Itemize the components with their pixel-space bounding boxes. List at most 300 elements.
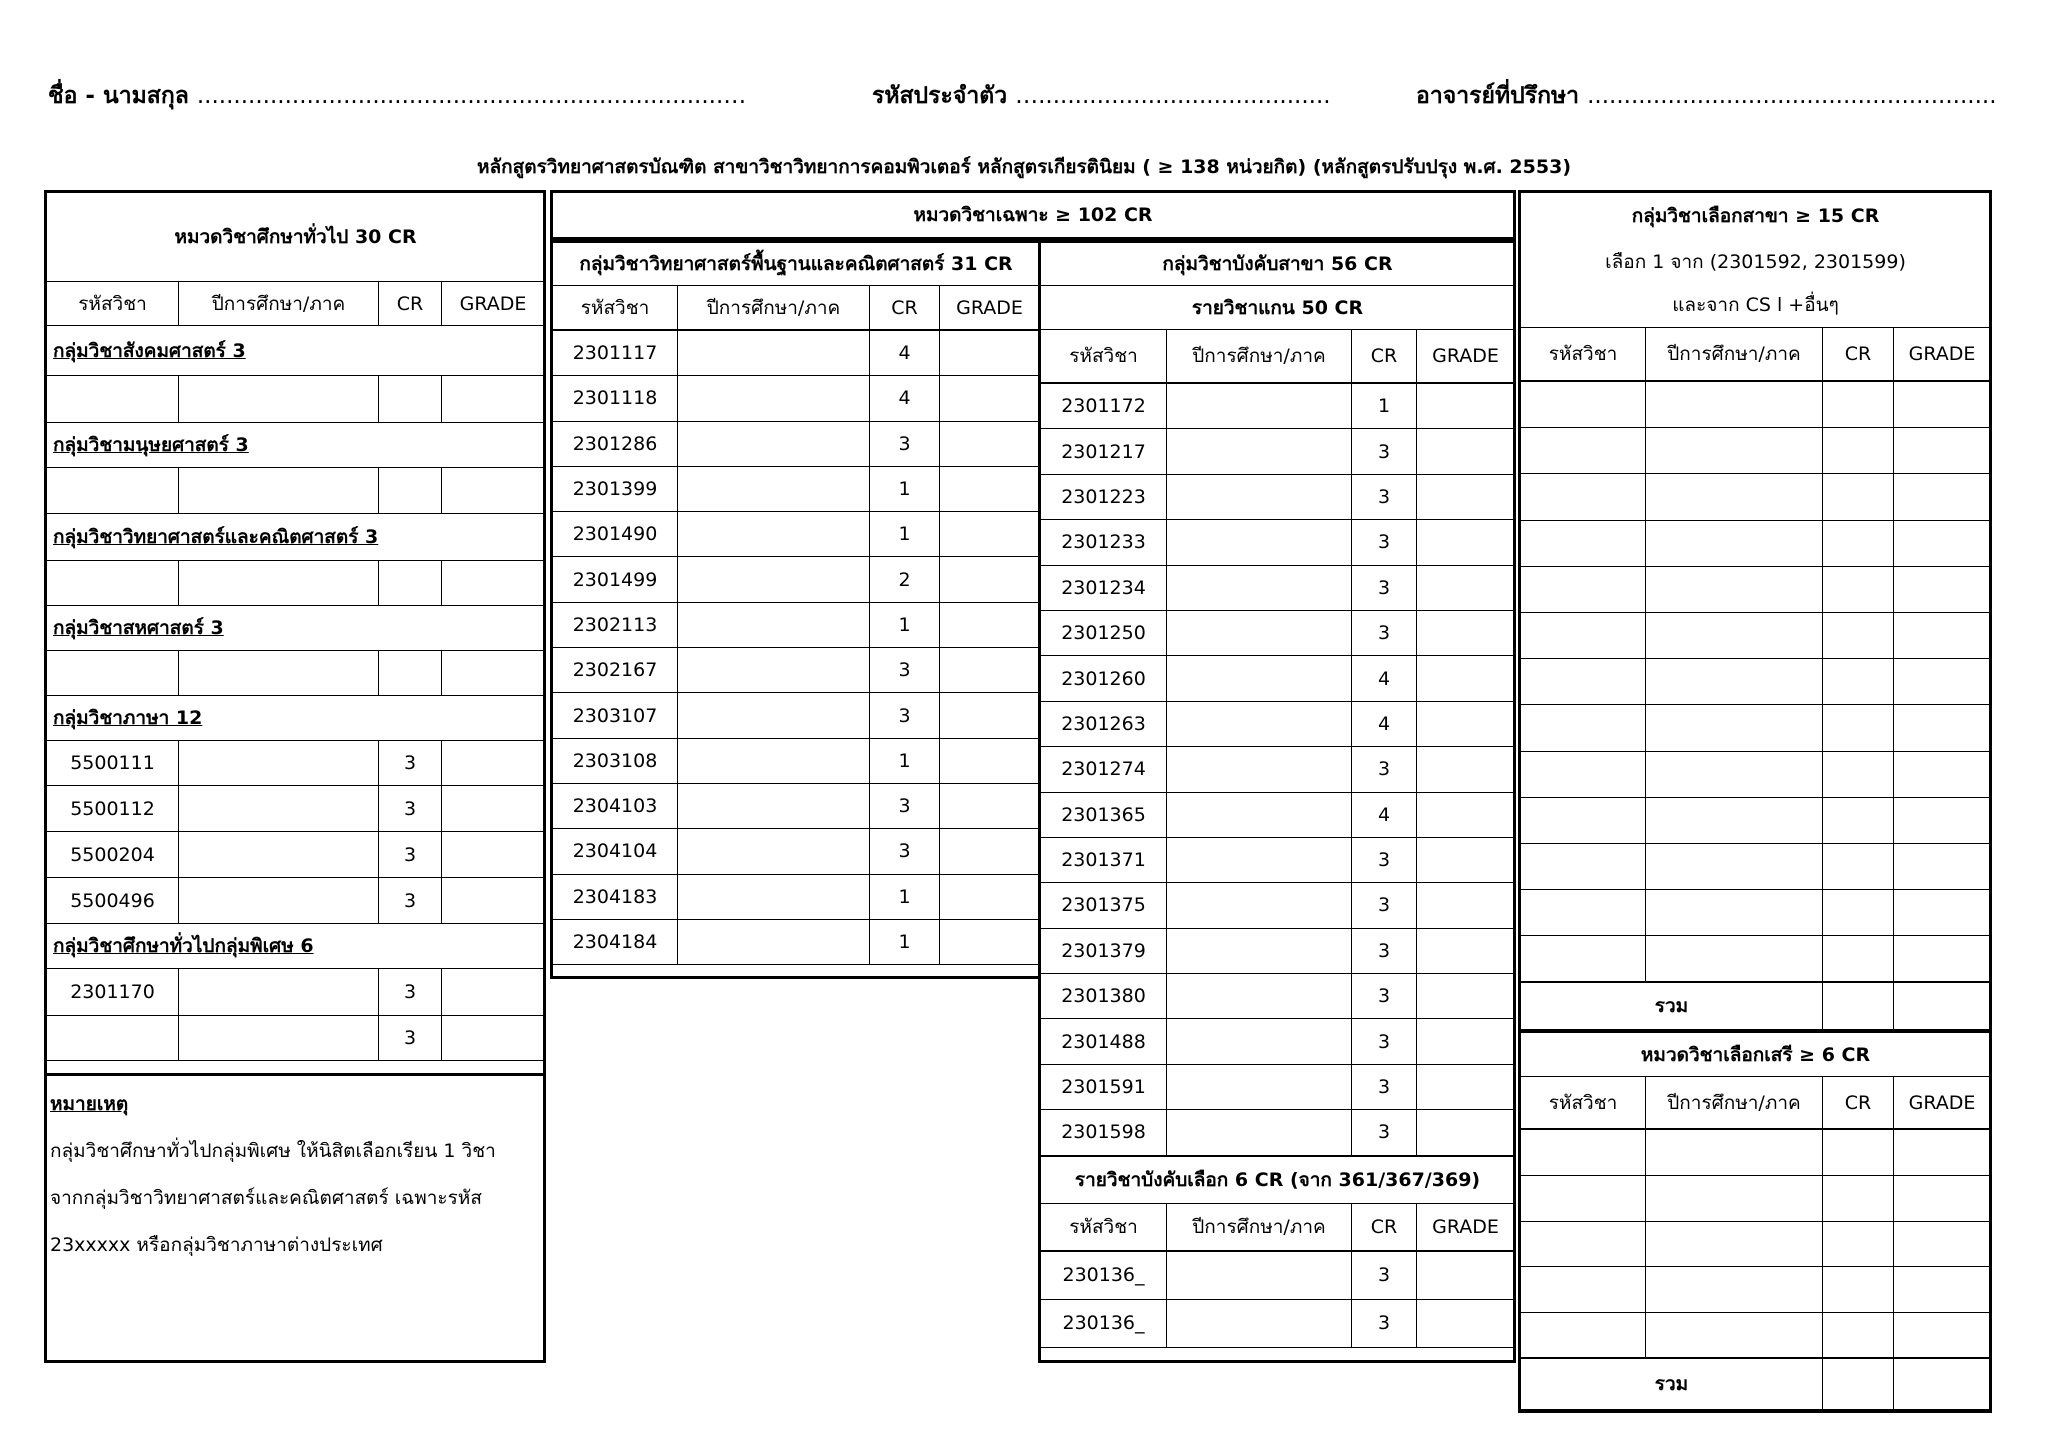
specific-title: หมวดวิชาเฉพาะ ≥ 102 CR — [550, 190, 1516, 240]
code-cell[interactable] — [1521, 890, 1646, 936]
grade-cell[interactable] — [940, 466, 1040, 511]
cr-cell[interactable] — [1823, 382, 1894, 428]
cr-cell: 2 — [870, 557, 940, 602]
code-cell[interactable] — [1521, 705, 1646, 751]
table-row — [1041, 792, 1515, 837]
col-grade: GRADE — [1894, 1077, 1991, 1129]
code-cell[interactable] — [47, 468, 179, 514]
year-cell[interactable] — [179, 786, 379, 832]
cr-cell: 1 — [870, 512, 940, 557]
year-cell[interactable] — [1646, 428, 1823, 474]
cr-cell: 3 — [1352, 928, 1417, 973]
advisor-dots: ........................................................ — [1587, 83, 1997, 109]
year-cell[interactable] — [179, 651, 379, 696]
table-row — [1521, 936, 1991, 982]
grade-cell[interactable] — [1417, 520, 1515, 565]
cr-cell[interactable] — [1823, 705, 1894, 751]
col-cr: CR — [1823, 1077, 1894, 1129]
cr-cell: 3 — [870, 421, 940, 466]
cr-cell[interactable] — [379, 376, 442, 423]
year-cell[interactable] — [1646, 705, 1823, 751]
grade-cell[interactable] — [940, 648, 1040, 693]
year-cell[interactable] — [1646, 1130, 1823, 1176]
group-humanities: กลุ่มวิชามนุษยศาสตร์ 3 — [47, 423, 545, 468]
code-cell[interactable] — [1521, 797, 1646, 843]
code-cell[interactable] — [47, 1016, 179, 1061]
grade-cell[interactable] — [1894, 382, 1991, 428]
table-row — [1521, 382, 1991, 428]
code-cell[interactable] — [47, 376, 179, 423]
code-cell: 2302167 — [553, 648, 678, 693]
grade-cell[interactable] — [940, 331, 1040, 376]
cr-cell: 3 — [1352, 520, 1417, 565]
col-grade: GRADE — [1894, 328, 1991, 381]
code-cell[interactable] — [1521, 1176, 1646, 1222]
grade-cell[interactable] — [1417, 1251, 1515, 1299]
year-cell[interactable] — [1167, 701, 1352, 746]
table-row — [1521, 474, 1991, 520]
year-cell[interactable] — [1646, 843, 1823, 889]
code-cell[interactable] — [1521, 1312, 1646, 1358]
code-cell[interactable] — [1521, 612, 1646, 658]
year-cell[interactable] — [678, 874, 870, 919]
grade-cell[interactable] — [940, 602, 1040, 647]
table-row — [1041, 1299, 1515, 1347]
cr-cell: 3 — [379, 786, 442, 832]
year-cell[interactable] — [678, 602, 870, 647]
table-row — [47, 969, 545, 1016]
table-row — [1041, 1064, 1515, 1109]
grade-cell[interactable] — [1894, 659, 1991, 705]
code-cell: 2301274 — [1041, 747, 1167, 792]
year-cell[interactable] — [179, 832, 379, 878]
grade-cell[interactable] — [442, 651, 545, 696]
required-elective-rows — [1040, 1251, 1515, 1348]
year-cell[interactable] — [1167, 1064, 1352, 1109]
cr-cell: 3 — [1352, 837, 1417, 882]
grade-cell[interactable] — [442, 832, 545, 878]
grade-cell[interactable] — [442, 878, 545, 924]
table-row — [1521, 612, 1991, 658]
code-cell: 230136_ — [1041, 1299, 1167, 1347]
table-row — [1521, 797, 1991, 843]
year-cell[interactable] — [1167, 429, 1352, 474]
grade-cell[interactable] — [442, 786, 545, 832]
code-cell: 2301490 — [553, 512, 678, 557]
code-cell[interactable] — [1521, 1130, 1646, 1176]
grade-cell[interactable] — [1894, 520, 1991, 566]
code-cell: 2301399 — [553, 466, 678, 511]
cr-cell[interactable] — [1823, 612, 1894, 658]
year-cell[interactable] — [1167, 520, 1352, 565]
cr-cell: 3 — [1352, 883, 1417, 928]
core-group-title: กลุ่มวิชาบังคับสาขา 56 CR — [1041, 243, 1515, 286]
cr-cell[interactable] — [1823, 566, 1894, 612]
grade-cell[interactable] — [442, 1016, 545, 1061]
code-cell: 2301598 — [1041, 1110, 1167, 1155]
col-code: รหัสวิชา — [1521, 328, 1646, 381]
core-sub-title: รายวิชาแกน 50 CR — [1041, 286, 1515, 330]
year-cell[interactable] — [678, 829, 870, 874]
grade-cell[interactable] — [940, 512, 1040, 557]
table-row — [1041, 565, 1515, 610]
grade-cell[interactable] — [1417, 656, 1515, 701]
free-elective-total-label: รวม — [1521, 1359, 1823, 1410]
year-cell[interactable] — [1646, 1312, 1823, 1358]
col-code: รหัสวิชา — [47, 282, 179, 326]
year-cell[interactable] — [1646, 797, 1823, 843]
year-cell[interactable] — [179, 468, 379, 514]
year-cell[interactable] — [678, 557, 870, 602]
code-cell[interactable] — [1521, 843, 1646, 889]
year-cell[interactable] — [678, 421, 870, 466]
code-cell: 230136_ — [1041, 1251, 1167, 1299]
code-cell: 2301170 — [47, 969, 179, 1016]
code-cell: 2301499 — [553, 557, 678, 602]
code-cell: 2304184 — [553, 919, 678, 964]
cr-cell: 1 — [870, 738, 940, 783]
grade-cell[interactable] — [1417, 747, 1515, 792]
free-elective-rows — [1520, 1129, 1991, 1358]
table-row — [553, 466, 1040, 511]
code-cell[interactable] — [47, 651, 179, 696]
cr-cell: 3 — [870, 783, 940, 828]
year-cell[interactable] — [1646, 520, 1823, 566]
year-cell[interactable] — [678, 648, 870, 693]
grade-cell[interactable] — [1417, 974, 1515, 1019]
grade-cell[interactable] — [1417, 1019, 1515, 1064]
year-cell[interactable] — [1167, 656, 1352, 701]
code-cell: 2301591 — [1041, 1064, 1167, 1109]
grade-cell[interactable] — [940, 376, 1040, 421]
table-row — [553, 693, 1040, 738]
code-cell: 2301172 — [1041, 384, 1167, 429]
cr-cell: 3 — [1352, 1064, 1417, 1109]
cr-cell: 3 — [1352, 474, 1417, 519]
grade-cell[interactable] — [442, 376, 545, 423]
name-field[interactable] — [48, 78, 746, 114]
table-row — [47, 561, 545, 606]
cr-cell[interactable] — [379, 651, 442, 696]
year-cell[interactable] — [1646, 382, 1823, 428]
year-cell[interactable] — [1167, 792, 1352, 837]
grade-cell[interactable] — [1894, 566, 1991, 612]
year-cell[interactable] — [1167, 883, 1352, 928]
grade-cell[interactable] — [1894, 843, 1991, 889]
year-cell[interactable] — [1646, 659, 1823, 705]
cr-cell[interactable] — [379, 561, 442, 606]
code-cell: 2301260 — [1041, 656, 1167, 701]
cr-cell: 3 — [379, 878, 442, 924]
cr-cell: 3 — [1352, 974, 1417, 1019]
table-row — [553, 874, 1040, 919]
year-cell[interactable] — [179, 741, 379, 786]
grade-cell[interactable] — [1417, 429, 1515, 474]
year-cell[interactable] — [1167, 928, 1352, 973]
code-cell[interactable] — [1521, 1221, 1646, 1267]
year-cell[interactable] — [1167, 610, 1352, 655]
year-cell[interactable] — [1646, 890, 1823, 936]
grade-cell[interactable] — [1894, 1130, 1991, 1176]
table-row — [553, 557, 1040, 602]
col-cr: CR — [870, 286, 940, 330]
note-line-1: กลุ่มวิชาศึกษาทั่วไปกลุ่มพิเศษ ให้นิสิตเลือกเรียน 1 วิชา — [50, 1140, 496, 1162]
year-cell[interactable] — [1646, 1267, 1823, 1313]
grade-cell[interactable] — [1417, 792, 1515, 837]
cr-cell: 1 — [870, 874, 940, 919]
code-cell[interactable] — [1521, 1267, 1646, 1313]
grade-cell[interactable] — [1894, 612, 1991, 658]
code-cell: 2302113 — [553, 602, 678, 647]
major-elective-total-label: รวม — [1521, 983, 1823, 1030]
cr-cell[interactable] — [1823, 520, 1894, 566]
grade-cell[interactable] — [1894, 1221, 1991, 1267]
cr-cell: 3 — [379, 969, 442, 1016]
year-cell[interactable] — [678, 919, 870, 964]
grade-cell[interactable] — [940, 738, 1040, 783]
major-elective-title: กลุ่มวิชาเลือกสาขา ≥ 15 CR — [1521, 193, 1991, 240]
grade-cell[interactable] — [1417, 565, 1515, 610]
code-cell: 2301371 — [1041, 837, 1167, 882]
cr-cell: 3 — [1352, 429, 1417, 474]
year-cell[interactable] — [1646, 751, 1823, 797]
year-cell[interactable] — [179, 878, 379, 924]
grade-cell[interactable] — [1417, 701, 1515, 746]
cr-cell[interactable] — [1823, 751, 1894, 797]
cr-cell: 1 — [870, 602, 940, 647]
grade-cell[interactable] — [1417, 610, 1515, 655]
table-row — [1041, 974, 1515, 1019]
major-elective-rows — [1520, 381, 1991, 982]
grade-cell[interactable] — [1894, 705, 1991, 751]
year-cell[interactable] — [678, 783, 870, 828]
year-cell[interactable] — [678, 693, 870, 738]
grade-cell[interactable] — [940, 874, 1040, 919]
cr-cell: 3 — [379, 741, 442, 786]
grade-cell[interactable] — [940, 783, 1040, 828]
group-science-math: กลุ่มวิชาวิทยาศาสตร์และคณิตศาสตร์ 3 — [47, 514, 545, 561]
year-cell[interactable] — [678, 466, 870, 511]
free-elective-total-cr[interactable] — [1823, 1359, 1894, 1410]
grade-cell[interactable] — [1894, 1312, 1991, 1358]
code-cell: 2304183 — [553, 874, 678, 919]
table-row — [1521, 428, 1991, 474]
student-id-field[interactable] — [872, 78, 1331, 114]
table-row — [1041, 1110, 1515, 1155]
grade-cell[interactable] — [1417, 837, 1515, 882]
cr-cell[interactable] — [1823, 1130, 1894, 1176]
table-row — [1521, 1176, 1991, 1222]
cr-cell[interactable] — [1823, 890, 1894, 936]
year-cell[interactable] — [678, 512, 870, 557]
cr-cell: 3 — [1352, 1251, 1417, 1299]
grade-cell[interactable] — [1417, 1110, 1515, 1155]
table-row — [1521, 843, 1991, 889]
year-cell[interactable] — [179, 1016, 379, 1061]
table-row — [47, 741, 545, 786]
table-row — [1041, 656, 1515, 701]
code-cell[interactable] — [1521, 659, 1646, 705]
code-cell: 2301117 — [553, 331, 678, 376]
grade-cell[interactable] — [1417, 474, 1515, 519]
cr-cell[interactable] — [1823, 936, 1894, 982]
year-cell[interactable] — [179, 561, 379, 606]
grade-cell[interactable] — [1417, 1299, 1515, 1347]
basic-rows — [552, 330, 1040, 965]
grade-cell[interactable] — [1894, 1176, 1991, 1222]
year-cell[interactable] — [179, 969, 379, 1016]
note-block — [44, 1075, 544, 1363]
grade-cell[interactable] — [1894, 797, 1991, 843]
table-row — [1041, 1251, 1515, 1299]
table-row — [553, 512, 1040, 557]
cr-cell[interactable] — [379, 468, 442, 514]
cr-cell[interactable] — [1823, 428, 1894, 474]
year-cell[interactable] — [1167, 1019, 1352, 1064]
cr-cell: 4 — [870, 331, 940, 376]
year-cell[interactable] — [678, 738, 870, 783]
col-year: ปีการศึกษา/ภาค — [678, 286, 870, 330]
cr-cell: 3 — [870, 648, 940, 693]
table-row — [1041, 837, 1515, 882]
year-cell[interactable] — [1646, 1176, 1823, 1222]
grade-cell[interactable] — [1417, 384, 1515, 429]
table-row — [47, 878, 545, 924]
code-cell: 2301234 — [1041, 565, 1167, 610]
cr-cell: 3 — [1352, 747, 1417, 792]
grade-cell[interactable] — [442, 468, 545, 514]
grade-cell[interactable] — [1894, 890, 1991, 936]
table-row — [1521, 566, 1991, 612]
col-year: ปีการศึกษา/ภาค — [1646, 328, 1823, 381]
group-interdisciplinary: กลุ่มวิชาสหศาสตร์ 3 — [47, 606, 545, 651]
cr-cell[interactable] — [1823, 843, 1894, 889]
year-cell[interactable] — [1646, 936, 1823, 982]
grade-cell[interactable] — [940, 693, 1040, 738]
year-cell[interactable] — [1646, 1221, 1823, 1267]
year-cell[interactable] — [179, 376, 379, 423]
col-code: รหัสวิชา — [1041, 1203, 1167, 1250]
col-year: ปีการศึกษา/ภาค — [179, 282, 379, 326]
table-row — [553, 331, 1040, 376]
grade-cell[interactable] — [1894, 936, 1991, 982]
table-row — [47, 832, 545, 878]
grade-cell[interactable] — [940, 421, 1040, 466]
table-row — [1041, 883, 1515, 928]
code-cell[interactable] — [47, 561, 179, 606]
table-row — [47, 786, 545, 832]
advisor-label: อาจารย์ที่ปรึกษา — [1416, 83, 1580, 109]
note-line-3: 23xxxxx หรือกลุ่มวิชาภาษาต่างประเทศ — [50, 1234, 383, 1256]
table-row — [553, 602, 1040, 647]
year-cell[interactable] — [1167, 1110, 1352, 1155]
col-cr: CR — [1823, 328, 1894, 381]
table-row — [553, 421, 1040, 466]
table-row — [1041, 384, 1515, 429]
cr-cell[interactable] — [1823, 659, 1894, 705]
year-cell[interactable] — [1646, 474, 1823, 520]
grade-cell[interactable] — [1894, 474, 1991, 520]
cr-cell[interactable] — [1823, 1176, 1894, 1222]
grade-cell[interactable] — [442, 561, 545, 606]
grade-cell[interactable] — [1894, 751, 1991, 797]
grade-cell[interactable] — [1417, 883, 1515, 928]
code-cell[interactable] — [1521, 474, 1646, 520]
code-cell[interactable] — [1521, 936, 1646, 982]
grade-cell[interactable] — [442, 741, 545, 786]
cr-cell[interactable] — [1823, 797, 1894, 843]
code-cell: 2303108 — [553, 738, 678, 783]
code-cell: 2304104 — [553, 829, 678, 874]
table-row — [47, 376, 545, 423]
year-cell[interactable] — [1167, 474, 1352, 519]
name-label: ชื่อ - นามสกุล — [48, 83, 189, 109]
general-ed-panel — [46, 192, 544, 1061]
table-row — [1521, 1267, 1991, 1313]
advisor-field[interactable] — [1416, 78, 1997, 114]
grade-cell[interactable] — [940, 557, 1040, 602]
code-cell[interactable] — [1521, 382, 1646, 428]
table-row — [1041, 747, 1515, 792]
code-cell: 5500496 — [47, 878, 179, 924]
code-cell[interactable] — [1521, 751, 1646, 797]
table-row — [1041, 474, 1515, 519]
year-cell[interactable] — [1167, 747, 1352, 792]
table-row — [47, 651, 545, 696]
cr-cell[interactable] — [1823, 1221, 1894, 1267]
grade-cell[interactable] — [940, 829, 1040, 874]
year-cell[interactable] — [1167, 974, 1352, 1019]
code-cell: 5500111 — [47, 741, 179, 786]
name-dots: ........................................................................… — [196, 83, 747, 109]
group-social: กลุ่มวิชาสังคมศาสตร์ 3 — [47, 326, 545, 376]
grade-cell[interactable] — [442, 969, 545, 1016]
year-cell[interactable] — [678, 331, 870, 376]
grade-cell[interactable] — [1894, 428, 1991, 474]
grade-cell[interactable] — [940, 919, 1040, 964]
major-elective-total-grade[interactable] — [1894, 983, 1991, 1030]
year-cell[interactable] — [678, 376, 870, 421]
required-elective-title: รายวิชาบังคับเลือก 6 CR (จาก 361/367/369) — [1041, 1156, 1515, 1203]
year-cell[interactable] — [1167, 384, 1352, 429]
grade-cell[interactable] — [1894, 1267, 1991, 1313]
table-row — [1521, 890, 1991, 936]
table-row — [1041, 928, 1515, 973]
year-cell[interactable] — [1167, 1251, 1352, 1299]
col-grade: GRADE — [442, 282, 545, 326]
cr-cell: 4 — [1352, 656, 1417, 701]
grade-cell[interactable] — [1417, 928, 1515, 973]
year-cell[interactable] — [1646, 566, 1823, 612]
code-cell[interactable] — [1521, 428, 1646, 474]
code-cell[interactable] — [1521, 566, 1646, 612]
cr-cell: 3 — [1352, 1019, 1417, 1064]
cr-cell[interactable] — [1823, 474, 1894, 520]
student-id-label: รหัสประจำตัว — [872, 83, 1008, 109]
cr-cell[interactable] — [1823, 1267, 1894, 1313]
year-cell[interactable] — [1646, 612, 1823, 658]
year-cell[interactable] — [1167, 565, 1352, 610]
grade-cell[interactable] — [1417, 1064, 1515, 1109]
year-cell[interactable] — [1167, 837, 1352, 882]
code-cell: 2301380 — [1041, 974, 1167, 1019]
major-elective-total-cr[interactable] — [1823, 983, 1894, 1030]
code-cell: 2301118 — [553, 376, 678, 421]
cr-cell[interactable] — [1823, 1312, 1894, 1358]
year-cell[interactable] — [1167, 1299, 1352, 1347]
code-cell[interactable] — [1521, 520, 1646, 566]
free-elective-total-grade[interactable] — [1894, 1359, 1991, 1410]
